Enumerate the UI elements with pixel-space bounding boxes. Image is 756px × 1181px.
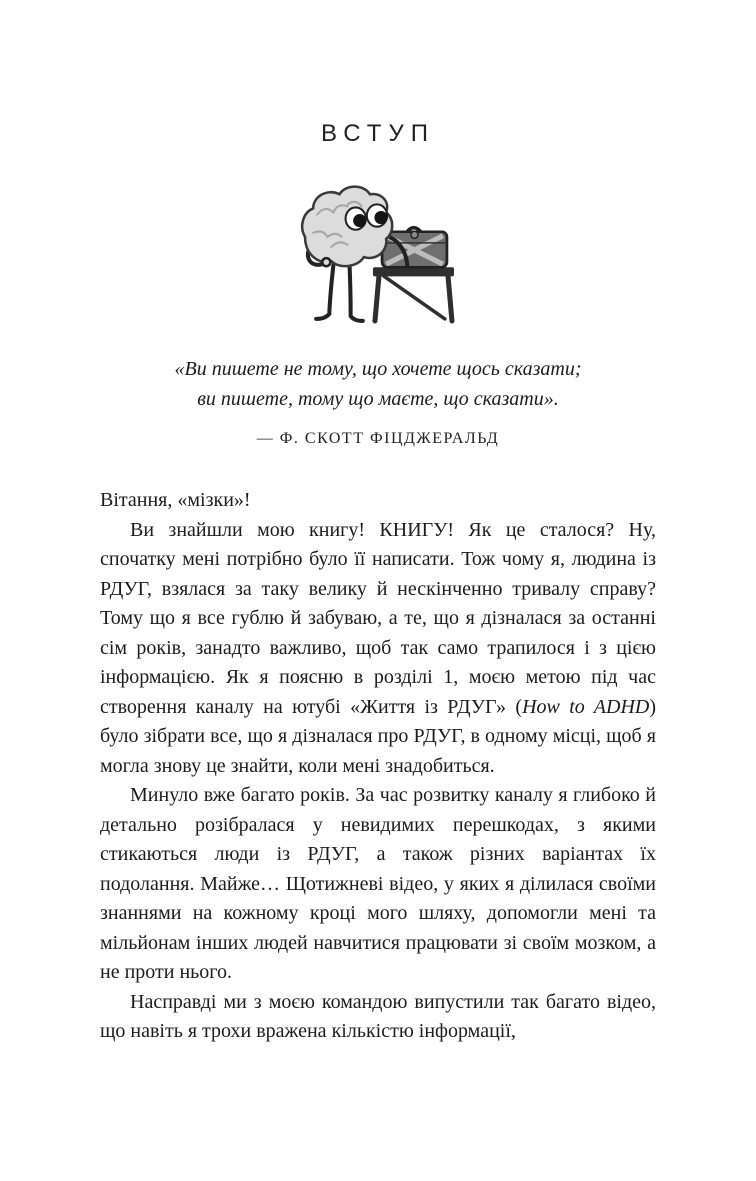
body-paragraph	[100, 516, 656, 782]
epigraph-attribution: — Ф. СКОТТ ФІЦДЖЕРАЛЬД	[256, 430, 500, 447]
chapter-title: ВСТУП	[321, 120, 435, 147]
body-text	[100, 486, 656, 1047]
body-run: Вітання, «мізки»!	[100, 489, 251, 511]
body-run: Ви знайшли мою книгу! КНИГУ! Як це сталося? Ну, спочатку мені потрібно було її написати. Тож чому я, людина із РДУГ, взялася за таку велику й нескінченно тривалу справу? Тому що я все гублю й забуваю, а те, що я дізналася за останні сім років, занадто важливо, щоб так само трапилося і з цією інформацією. Як я поясню в розділі 1, моєю метою під час створення каналу на ютубі «Життя із РДУГ» (	[100, 518, 656, 718]
body-run-italic: How to ADHD	[522, 695, 650, 718]
brain-illustration-svg	[273, 174, 483, 326]
table	[373, 267, 454, 321]
body-run: Насправді ми з моєю командою випустили так багато відео, що навіть я трохи вражена кількістю інформації,	[100, 990, 656, 1042]
epigraph	[100, 354, 656, 414]
epigraph-line-1: «Ви пишете не тому, що хочете щось сказати;	[174, 358, 582, 380]
body-run: ) було зібрати все, що я дізналася про РДУГ, в одному місці, щоб я могла знову це знайти, коли мені знадобиться.	[100, 695, 657, 777]
body-paragraph	[100, 781, 656, 988]
epigraph-line-2: ви пишете, тому що маєте, що сказати».	[197, 388, 559, 410]
body-run: Минуло вже багато років. За час розвитку каналу я глибоко й детально розібралася у невидимих перешкодах, з якими стикаються люди із РДУГ, а також різних варіантах їх подолання. Майже… Щотижневі відео, у яких я ділилася своїми знаннями на кожному кроці мого шляху, допомогли мені та мільйонам інших людей навчитися працювати зі своїм мозком, а не проти нього.	[100, 784, 656, 983]
body-paragraph	[100, 486, 656, 516]
body-paragraph	[100, 988, 656, 1047]
brain-illustration	[100, 174, 656, 326]
